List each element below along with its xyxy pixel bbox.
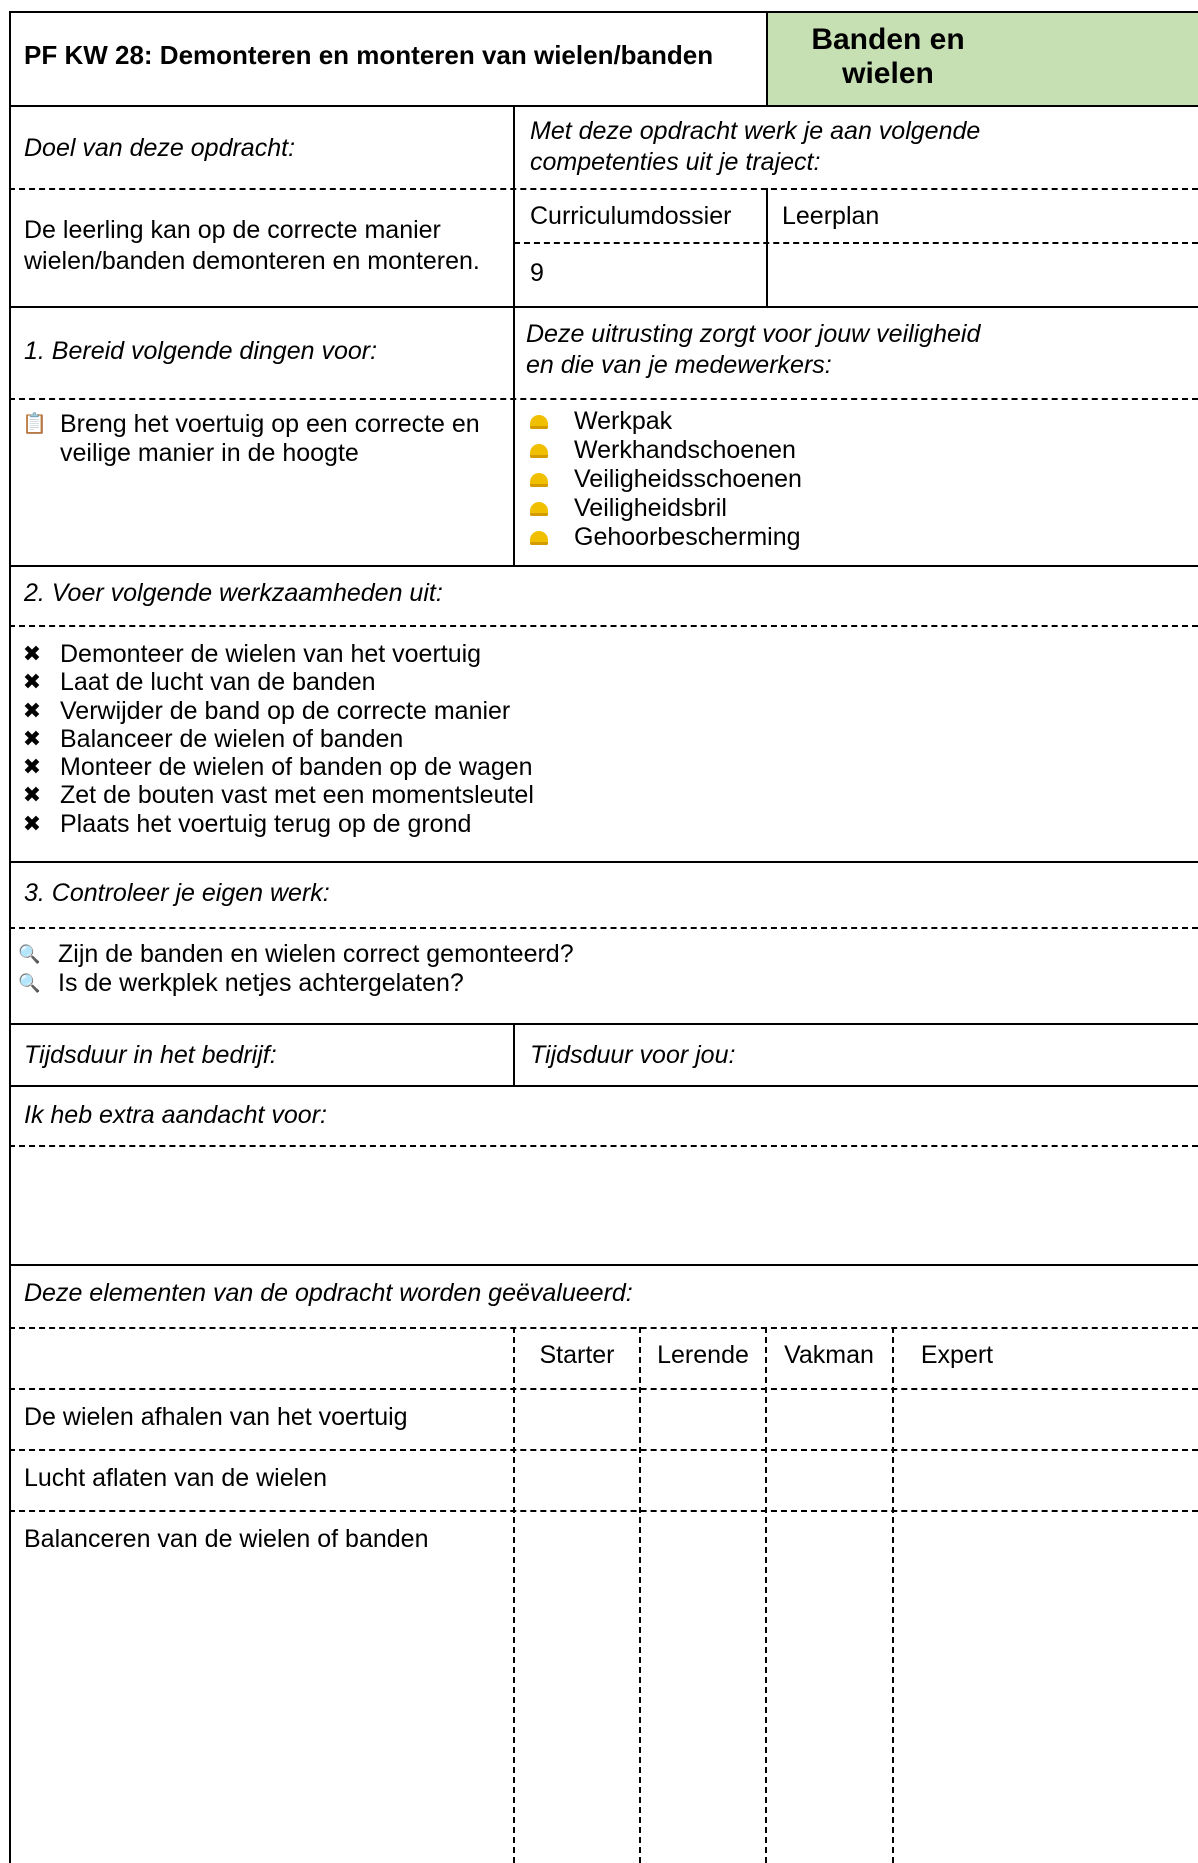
level-starter: Starter: [539, 1341, 615, 1369]
level-lerende: Lerende: [657, 1341, 749, 1369]
competencies-label-line2: competenties uit je traject:: [530, 148, 821, 176]
list-item: 🔍 Is de werkplek netjes achtergelaten?: [18, 969, 464, 997]
evaluation-label: Deze elementen van de opdracht worden geëvalueerd:: [24, 1279, 633, 1307]
list-item: ✖ Verwijder de band op de correcte manier: [20, 697, 534, 725]
check-label: 3. Controleer je eigen werk:: [24, 879, 330, 907]
goal-text-line2: wielen/banden demonteren en monteren.: [24, 247, 480, 275]
equipment-list: [522, 407, 802, 552]
list-item: ✖ Zet de bouten vast met een momentsleutel: [20, 781, 534, 809]
curriculum-header: Curriculumdossier: [530, 202, 732, 230]
list-item: ✖ Monteer de wielen of banden op de wagen: [20, 753, 534, 781]
check-list: [18, 940, 574, 998]
helmet-icon: [530, 415, 548, 429]
competencies-label-line1: Met deze opdracht werk je aan volgende: [530, 117, 981, 145]
goal-label: Doel van deze opdracht:: [24, 134, 296, 162]
list-item: Veiligheidsbril: [522, 494, 802, 523]
work-label: 2. Voer volgende werkzaamheden uit:: [24, 579, 443, 607]
tools-icon: ✖: [22, 641, 42, 666]
worksheet-frame: [9, 11, 1198, 1863]
worksheet-title: PF KW 28: Demonteren en monteren van wielen/banden: [24, 40, 714, 70]
category-badge-line2: wielen: [842, 57, 934, 90]
attention-notes-area[interactable]: [11, 1147, 1198, 1264]
evaluation-row-label: Balanceren van de wielen of banden: [24, 1525, 429, 1553]
list-item: Werkhandschoenen: [522, 436, 802, 465]
list-item: 🔍 Zijn de banden en wielen correct gemonteerd?: [18, 940, 574, 968]
helmet-icon: [530, 531, 548, 545]
prep-task-line2: veilige manier in de hoogte: [60, 439, 359, 467]
category-badge-line1: Banden en: [811, 23, 965, 56]
work-steps-list: [20, 640, 534, 838]
clipboard-icon: 📋: [22, 413, 47, 435]
duration-company: Tijdsduur in het bedrijf:: [24, 1041, 277, 1069]
tools-icon: ✖: [22, 697, 42, 723]
level-expert: Expert: [920, 1341, 994, 1369]
tools-icon: ✖: [22, 782, 42, 808]
prep-task-line1: Breng het voertuig op een correcte en: [60, 410, 480, 438]
tools-icon: ✖: [22, 754, 42, 780]
helmet-icon: [530, 502, 548, 516]
tools-icon: ✖: [22, 725, 42, 751]
safety-label-line2: en die van je medewerkers:: [526, 351, 832, 379]
goal-text-line1: De leerling kan op de correcte manier: [24, 216, 441, 244]
list-item: ✖ Laat de lucht van de banden: [20, 668, 534, 696]
safety-label-line1: Deze uitrusting zorgt voor jouw veiligheid: [526, 320, 981, 348]
tools-icon: ✖: [22, 810, 42, 836]
helmet-icon: [530, 444, 548, 458]
list-item: ✖ Plaats het voertuig terug op de grond: [20, 810, 534, 838]
magnifier-icon: 🔍: [18, 973, 41, 993]
magnifier-icon: 🔍: [18, 944, 41, 964]
evaluation-row-label: Lucht aflaten van de wielen: [24, 1464, 327, 1492]
helmet-icon: [530, 473, 548, 487]
level-vakman: Vakman: [784, 1341, 874, 1369]
duration-you: Tijdsduur voor jou:: [530, 1041, 736, 1069]
list-item: Gehoorbescherming: [522, 523, 802, 552]
prep-label: 1. Bereid volgende dingen voor:: [24, 337, 378, 365]
tools-icon: ✖: [22, 669, 42, 695]
leerplan-header: Leerplan: [782, 202, 880, 230]
list-item: ✖ Demonteer de wielen van het voertuig: [20, 640, 534, 668]
attention-label: Ik heb extra aandacht voor:: [24, 1101, 327, 1129]
list-item: Veiligheidsschoenen: [522, 465, 802, 494]
curriculum-value: 9: [530, 259, 544, 287]
evaluation-row-label: De wielen afhalen van het voertuig: [24, 1403, 408, 1431]
list-item: Werkpak: [522, 407, 802, 436]
list-item: ✖ Balanceer de wielen of banden: [20, 725, 534, 753]
